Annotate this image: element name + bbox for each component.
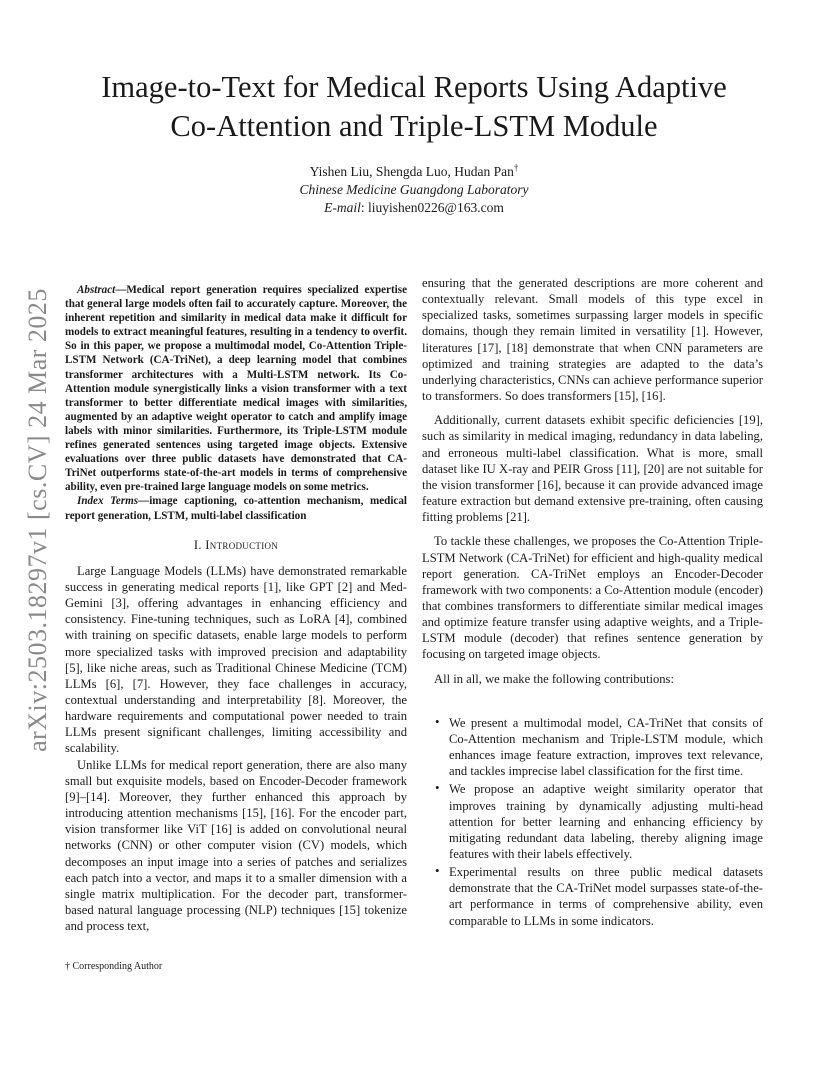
author-affiliation: Chinese Medicine Guangdong Laboratory	[299, 182, 529, 197]
index-terms	[65, 494, 407, 522]
body-paragraph: Unlike LLMs for medical report generation, there are also many small but exquisite models, based on Encoder-Decoder framework [9]–[14]. Moreover, they further enhanced this approach by introducing attention mechanisms [15], [16]. For the encoder part, vision transformer like ViT [16] is added on convolutional neural networks (CNN) or other computer vision (CV) models, which decomposes an input image into a series of patches and serializes each patch into a vector, and maps it to a smaller dimension with a single matrix multiplication. For the decoder part, transformer-based natural language processing (NLP) techniques [15] tokenize and process text,	[65, 757, 407, 934]
contribution-text: Experimental results on three public medical datasets demonstrate that the CA-TriNet model surpasses state-of-the-art performance in terms of comprehensive ability, even comparable to LLMs in some indicators.	[449, 865, 763, 928]
body-paragraph: Additionally, current datasets exhibit specific deficiencies [19], such as similarity in medical imaging, redundancy in data labeling, and erroneous multi-label classification. What is more, small dataset like IU X-ray and PEIR Gross [11], [20] are not suitable for the vision transformer [16], because it can provide advanced image feature extraction but demand extensive pre-training, often causing fitting problems [21].	[422, 413, 763, 525]
bullet-icon: •	[435, 713, 440, 729]
abstract-label: Abstract	[77, 284, 116, 296]
author-email-line	[0, 199, 828, 217]
body-paragraph: ensuring that the generated descriptions are more coherent and contextually relevant. Small models of this type excel in specialized tasks, sometimes surpassing larger models in specific domains, though they remain limited in versatility [1]. However, literatures [17], [18] demonstrate that when CNN parameters are optimized and training strategies are adapted to the data’s underlying characteristics, CNNs can achieve performance superior to transformers. So does transformers [15], [16].	[422, 276, 763, 404]
contribution-text: We present a multimodal model, CA-TriNet that consits of Co-Attention mechanism and Triple-LSTM module, which enhances image feature extraction, improves text relevance, and tackles imprecise label classification for the first time.	[449, 715, 763, 779]
footnote: † Corresponding Author	[65, 961, 163, 972]
body-paragraph: To tackle these challenges, we proposes the Co-Attention Triple-LSTM Network (CA-TriNet) for efficient and high-quality medical report generation. CA-TriNet employs an Encoder-Decoder framework with two components: a Co-Attention module (encoder) that combines transformers to differentiate similar medical images and optimize feature transfer using adaptive weights, and a Triple-LSTM module (decoder) that refines sentence generation by focusing on targeted image objects.	[422, 534, 763, 662]
title-line-1: Image-to-Text for Medical Reports Using Adaptive	[101, 70, 727, 104]
abstract-text: —Medical report generation requires specialized expertise that general large models often fail to accurately capture. Moreover, the inherent repetition and similarity in medical data make it difficult for models to extract meaningful features, resulting in a tendency to overfit. So in this paper, we propose a multimodal model, Co-Attention Triple-LSTM Network (CA-TriNet), a deep learning model that combines transformer architectures with a Multi-LSTM network. Its Co-Attention module synergistically links a vision transformer with a text transformer to better differentiate medical images with similarities, augmented by an adaptive weight operator to catch and amplify image labels with minor similarities. Furthermore, its Triple-LSTM module refines generated sentences using targeted image objects. Extensive evaluations over three public datasets have demonstrated that CA-TriNet outperforms state-of-the-art models in terms of comprehensive ability, even pre-trained large language models on some metrics.	[65, 284, 407, 494]
arxiv-stamp-text: arXiv:2503.18297v1 [cs.CV] 24 Mar 2025	[23, 288, 52, 752]
index-terms-label: Index Terms	[77, 495, 139, 508]
bullet-icon: •	[435, 863, 440, 879]
dagger-mark: †	[513, 162, 519, 173]
author-names-line	[0, 163, 828, 181]
paper-title	[40, 68, 788, 146]
contribution-text: We propose an adaptive weight similarity operator that improves training by dynamically adjusting multi-head attention for better learning and enhancing efficiency by mitigating redundant data labeling, thereby aligning image features with their labels effectively.	[449, 782, 763, 861]
title-line-2: Co-Attention and Triple-LSTM Module	[170, 109, 658, 143]
arxiv-stamp	[23, 283, 52, 757]
right-column	[422, 275, 763, 931]
author-block	[0, 163, 828, 217]
contribution-item	[422, 781, 763, 862]
email-value: : liuyishen0226@163.com	[360, 200, 504, 215]
section-heading: I. Introduction	[193, 537, 279, 552]
bullet-icon: •	[435, 780, 440, 796]
left-column	[65, 283, 407, 934]
author-names: Yishen Liu, Shengda Luo, Hudan Pan	[309, 164, 514, 179]
contribution-item	[422, 864, 763, 929]
email-label: E-mail	[324, 200, 361, 215]
index-terms-text: —image captioning, co-attention mechanism, medical report generation, LSTM, multi-label classification	[65, 495, 407, 522]
body-paragraph: All in all, we make the following contributions:	[434, 671, 674, 686]
contribution-list	[422, 715, 763, 929]
abstract	[65, 283, 407, 494]
body-paragraph: Large Language Models (LLMs) have demonstrated remarkable success in generating medical reports [1], like GPT [2] and Med-Gemini [3], offering advantages in enhancing efficiency and consistency. Fine-tuning techniques, such as LoRA [4], combined with training on specific datasets, enable large models to perform more specialized tasks with improved precision and adaptability [5], like niche areas, such as Traditional Chinese Medicine (TCM) LLMs [6], [7]. However, they face challenges in accuracy, contextual understanding and interpretability [8]. Moreover, the hardware requirements and computational power needed to train LLMs present significant challenges, limiting accessibility and scalability.	[65, 563, 407, 756]
contribution-item	[422, 715, 763, 780]
